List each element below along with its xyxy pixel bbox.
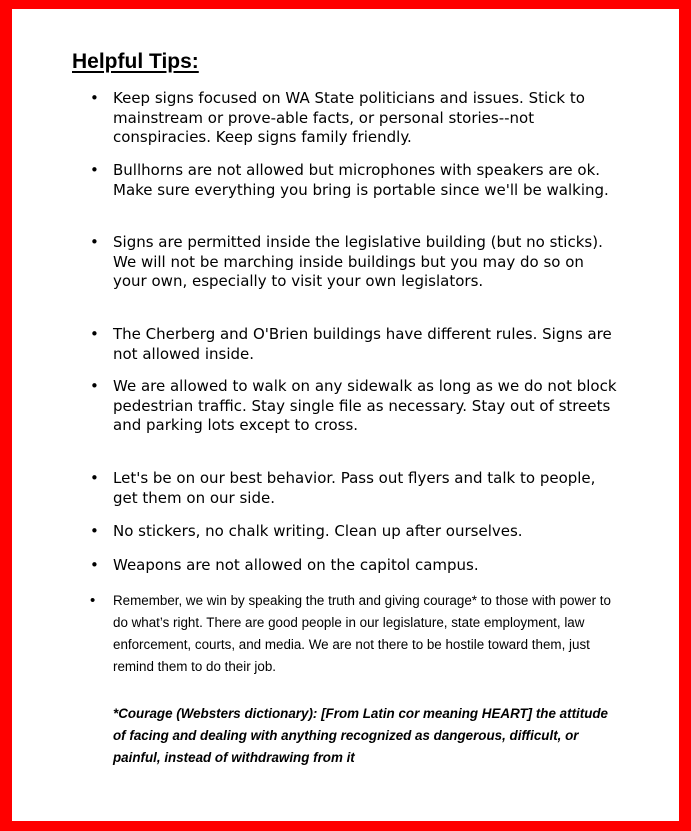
page-title: Helpful Tips: — [72, 50, 199, 73]
tip-item: • The Cherberg and O'Brien buildings have different rules. Signs are not allowed inside. — [113, 325, 618, 364]
tip-item: • Remember, we win by speaking the truth and giving courage* to those with power to do what’s right. There are good people in our legislature, state employment, law enforcement, courts, and media. We are not there to be hostile toward them, just remind them to do their job. — [113, 590, 623, 678]
tip-item: • Weapons are not allowed on the capitol campus. — [113, 556, 618, 576]
tip-item: • Let's be on our best behavior. Pass out flyers and talk to people, get them on our side. — [113, 469, 618, 508]
tip-item: • We are allowed to walk on any sidewalk as long as we do not block pedestrian traffic. Stay single file as necessary. Stay out of streets and parking lots except to cross. — [113, 377, 618, 436]
tip-item: • No stickers, no chalk writing. Clean up after ourselves. — [113, 522, 618, 542]
tip-item: • Keep signs focused on WA State politicians and issues. Stick to mainstream or prove-able facts, or personal stories--not conspiracies. Keep signs family friendly. — [113, 89, 618, 148]
tip-item: • Bullhorns are not allowed but microphones with speakers are ok. Make sure everything you bring is portable since we'll be walking. — [113, 161, 618, 200]
courage-footnote: *Courage (Websters dictionary): [From Latin cor meaning HEART] the attitude of facing and dealing with anything recognized as dangerous, difficult, or painful, instead of withdrawing from it — [113, 706, 609, 765]
tip-item: • Signs are permitted inside the legislative building (but no sticks). We will not be marching inside buildings but you may do so on your own, especially to visit your own legislators. — [113, 233, 618, 292]
